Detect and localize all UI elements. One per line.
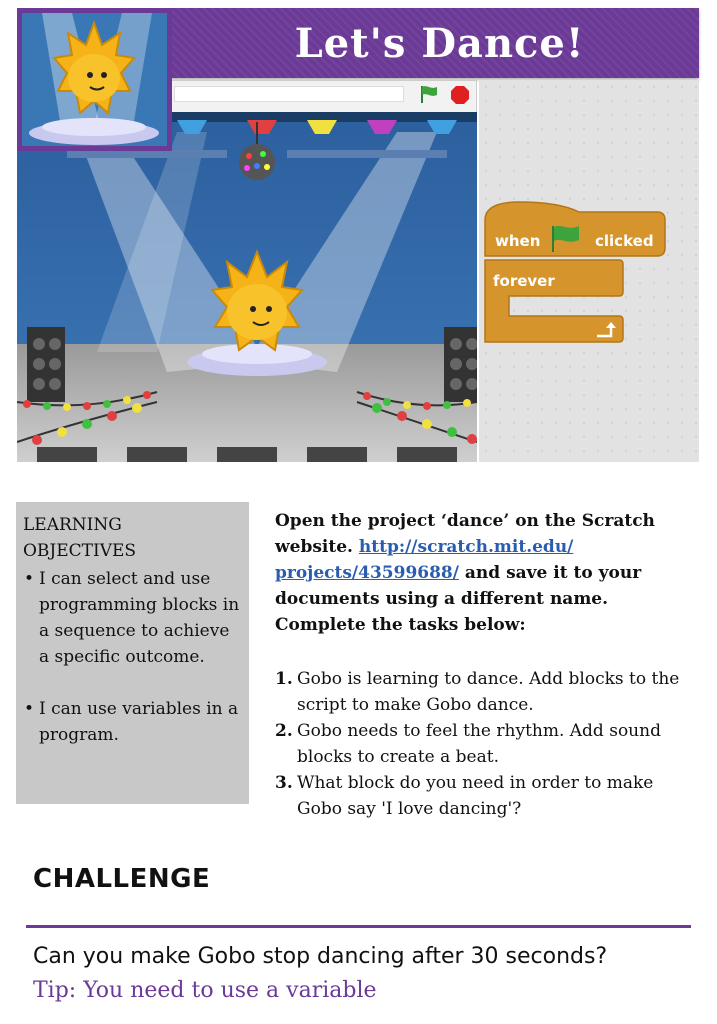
objective-item: • I can select and use programming blocks in a sequence to achieve a specific outcome. xyxy=(23,566,242,670)
hat-clicked-text: clicked xyxy=(595,232,654,250)
stage-toolbar xyxy=(170,84,475,106)
scripts-area xyxy=(479,80,699,462)
instructions-suffix: and save it to your documents using a different name. Complete the tasks below: xyxy=(275,563,642,635)
speaker-left xyxy=(27,327,65,402)
hat-when-text: when xyxy=(495,232,541,250)
project-title-bar xyxy=(174,86,404,102)
scratch-stage xyxy=(17,112,477,462)
task-text: What block do you need in order to make Gobo say 'I love dancing'? xyxy=(297,773,654,819)
learning-objectives-box xyxy=(16,502,249,804)
challenge-tip: Tip: You need to use a variable xyxy=(33,978,377,1003)
challenge-divider xyxy=(26,925,691,928)
task-text: Gobo needs to feel the rhythm. Add sound blocks to create a beat. xyxy=(297,721,661,767)
task-item xyxy=(275,718,700,770)
page-title: Let's Dance! xyxy=(294,19,585,67)
stop-sign-icon[interactable] xyxy=(450,85,470,105)
instructions-intro: Open the project ‘dance’ on the Scratch website. xyxy=(275,511,655,557)
task-list xyxy=(275,666,700,822)
gobo-thumbnail xyxy=(17,8,172,151)
task-item xyxy=(275,666,700,718)
title-banner xyxy=(170,8,699,78)
objectives-list xyxy=(23,566,242,748)
task-number: 2. xyxy=(275,721,293,741)
challenge-question: Can you make Gobo stop dancing after 30 seconds? xyxy=(33,944,608,969)
speaker-right xyxy=(444,327,477,402)
objectives-heading-line1: LEARNING xyxy=(23,515,122,535)
task-text: Gobo is learning to dance. Add blocks to the script to make Gobo dance. xyxy=(297,669,680,715)
project-link[interactable]: http://scratch.mit.edu/ projects/43599688/ xyxy=(275,537,574,583)
objectives-heading-line2: OBJECTIVES xyxy=(23,541,137,561)
forever-block[interactable] xyxy=(485,260,623,342)
task-number: 1. xyxy=(275,669,293,689)
objective-item: • I can use variables in a program. xyxy=(23,696,242,748)
when-flag-clicked-block[interactable] xyxy=(485,202,665,256)
forever-text: forever xyxy=(493,272,555,290)
instructions-text xyxy=(275,508,700,638)
task-number: 3. xyxy=(275,773,293,793)
task-item xyxy=(275,770,700,822)
challenge-title: CHALLENGE xyxy=(33,864,211,894)
green-flag-icon[interactable] xyxy=(418,84,440,104)
